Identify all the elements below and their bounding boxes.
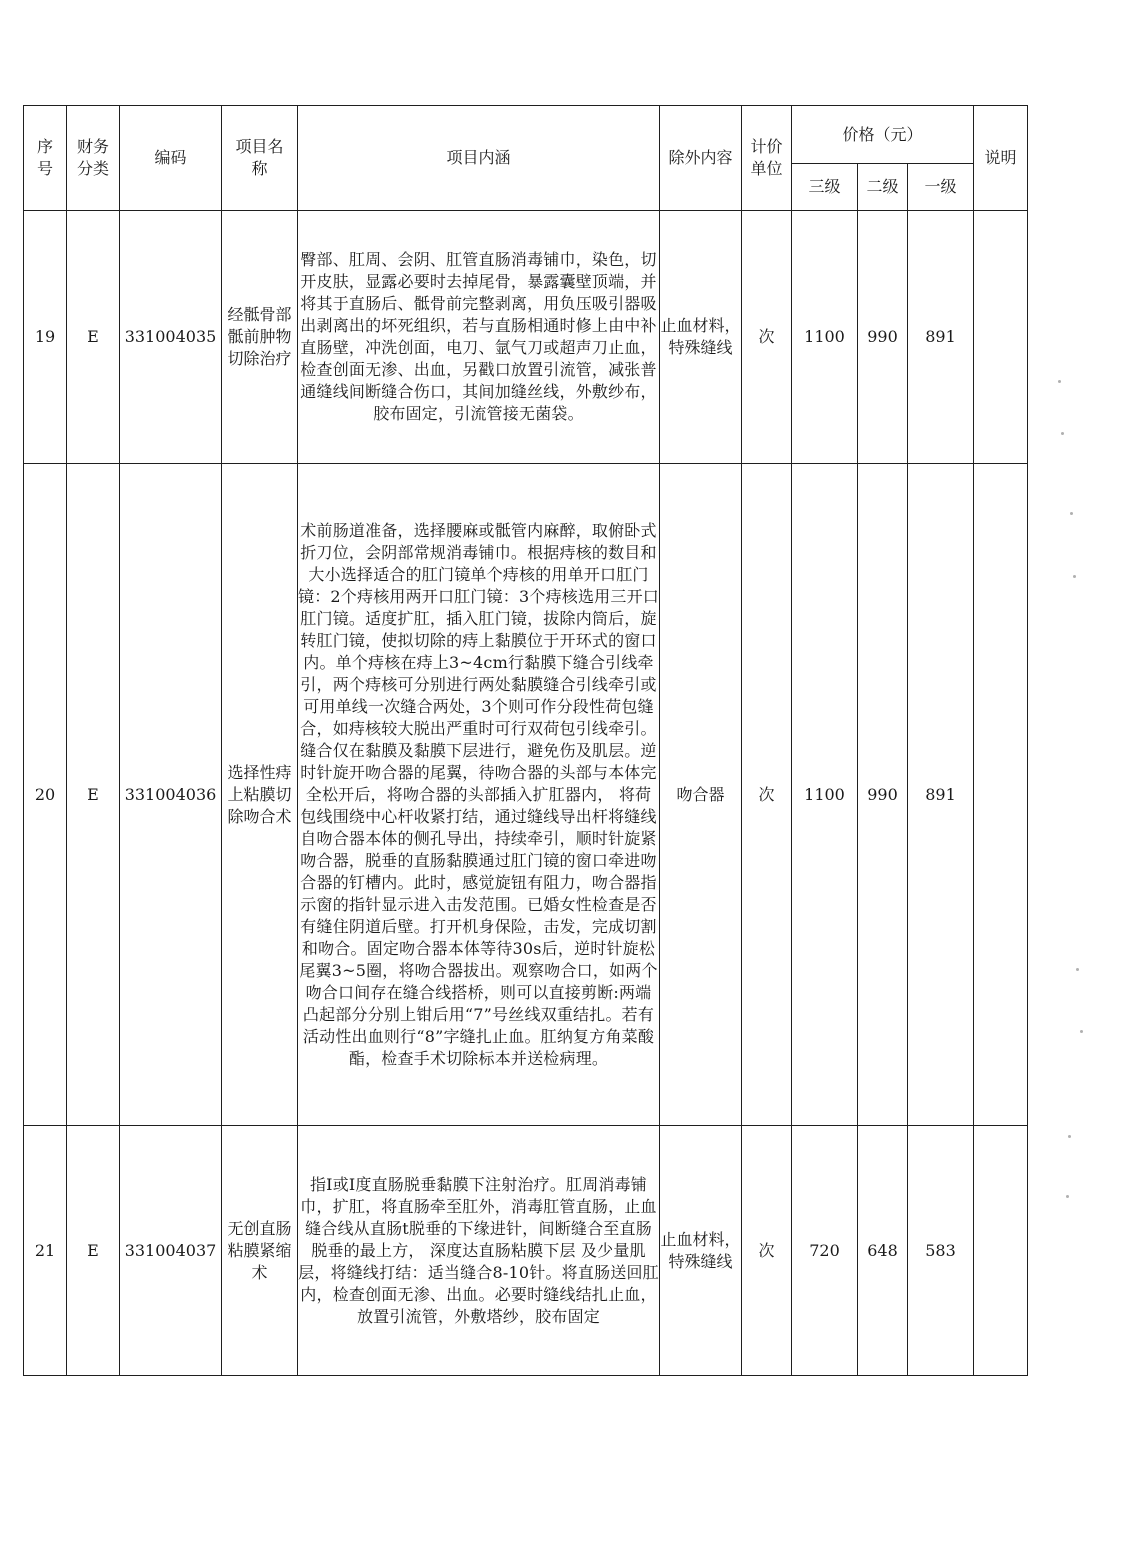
- row-note: [974, 464, 1028, 1126]
- row-code: 331004035: [120, 211, 222, 464]
- row-item-content: 指I或I度直肠脱垂黏膜下注射治疗。肛周消毒铺巾，扩肛，将直肠牵至肛外，消毒肛管直肠，止血缝合线从直肠t脱垂的下缘进针，间断缝合至直肠脱垂的最上方， 深度达直肠粘膜下层 及少量肌层，将缝线打结：适当缝合8-10针。将直肠送回肛内，检查创面无渗、出血。必要时缝线结扎止血，放置引流管，外敷塔纱，胶布固定: [298, 1126, 660, 1376]
- header-item-content: 项目内涵: [298, 106, 660, 211]
- row-finance-category: E: [67, 464, 120, 1126]
- header-pricing-unit: 计价单位: [742, 106, 792, 211]
- row-pricing-unit: 次: [742, 211, 792, 464]
- scan-speck: [1076, 968, 1079, 971]
- row-item-content: 臀部、肛周、会阴、肛管直肠消毒铺巾，染色，切开皮肤，显露必要时去掉尾骨，暴露囊壁顶端，并将其于直肠后、骶骨前完整剥离，用负压吸引器吸出剥离出的坏死组织，若与直肠相通时修上由中补直肠壁，冲洗创面，电刀、氩气刀或超声刀止血，检查创面无渗、出血，另戳口放置引流管，减张普通缝线间断缝合伤口，其间加缝丝线，外敷纱布，胶布固定，引流管接无菌袋。: [298, 211, 660, 464]
- row-seq: 20: [24, 464, 67, 1126]
- row-pricing-unit: 次: [742, 464, 792, 1126]
- row-excluded-content: 止血材料，特殊缝线: [660, 211, 742, 464]
- row-item-name: 选择性痔上粘膜切除吻合术: [222, 464, 298, 1126]
- header-price-level-1: 一级: [908, 164, 974, 211]
- row-price-level-3: 1100: [792, 464, 858, 1126]
- row-seq: 21: [24, 1126, 67, 1376]
- row-code: 331004037: [120, 1126, 222, 1376]
- row-pricing-unit: 次: [742, 1126, 792, 1376]
- row-price-level-3: 1100: [792, 211, 858, 464]
- row-note: [974, 1126, 1028, 1376]
- header-price-level-3: 三级: [792, 164, 858, 211]
- header-price-level-2: 二级: [858, 164, 908, 211]
- row-note: [974, 211, 1028, 464]
- row-price-level-1: 891: [908, 211, 974, 464]
- row-item-name: 无创直肠粘膜紧缩术: [222, 1126, 298, 1376]
- scan-speck: [1073, 575, 1076, 578]
- header-price-group: 价格（元）: [792, 106, 974, 164]
- scan-speck: [1068, 1135, 1071, 1138]
- row-price-level-2: 648: [858, 1126, 908, 1376]
- header-note: 说明: [974, 106, 1028, 211]
- row-item-content: 术前肠道准备，选择腰麻或骶管内麻醉，取俯卧式折刀位，会阴部常规消毒铺巾。根据痔核的数目和大小选择适合的肛门镜单个痔核的用单开口肛门镜：2个痔核用两开口肛门镜：3个痔核选用三开口肛门镜。适度扩肛，插入肛门镜，拔除内筒后，旋转肛门镜，使拟切除的痔上黏膜位于开环式的窗口内。单个痔核在痔上3~4cm行黏膜下缝合引线牵引，两个痔核可分别进行两处黏膜缝合引线牵引或可用单线一次缝合两处，3个则可作分段性荷包缝合，如痔核较大脱出严重时可行双荷包引线牵引。缝合仅在黏膜及黏膜下层进行，避免伤及肌层。逆时针旋开吻合器的尾翼，待吻合器的头部与本体完全松开后，将吻合器的头部插入扩肛器内， 将荷包线围绕中心杆收紧打结，通过缝线导出杆将缝线自吻合器本体的侧孔导出，持续牵引，顺时针旋紧吻合器，脱垂的直肠黏膜通过肛门镜的窗口牵进吻合器的钉槽内。此时，感觉旋钮有阻力，吻合器指示窗的指针显示进入击发范围。已婚女性检查是否有缝住阴道后壁。打开机身保险，击发，完成切割和吻合。固定吻合器本体等待30s后，逆时针旋松尾翼3~5圈，将吻合器拔出。观察吻合口，如两个吻合口间存在缝合线搭桥，则可以直接剪断:两端凸起部分分别上钳后用“7”号丝线双重结扎。若有活动性出血则行“8”字缝扎止血。肛纳复方角菜酸酯，检查手术切除标本并送检病理。: [298, 464, 660, 1126]
- row-price-level-3: 720: [792, 1126, 858, 1376]
- header-code: 编码: [120, 106, 222, 211]
- header-row-top: [24, 106, 1028, 164]
- price-table-sheet: [23, 105, 1027, 1376]
- row-price-level-2: 990: [858, 211, 908, 464]
- table-row: [24, 211, 1028, 464]
- header-item-name: 项目名称: [222, 106, 298, 211]
- scan-speck: [1066, 1195, 1069, 1198]
- row-seq: 19: [24, 211, 67, 464]
- row-price-level-1: 891: [908, 464, 974, 1126]
- scan-speck: [1080, 1030, 1083, 1033]
- row-finance-category: E: [67, 1126, 120, 1376]
- row-excluded-content: 吻合器: [660, 464, 742, 1126]
- scan-speck: [1058, 380, 1061, 383]
- row-price-level-2: 990: [858, 464, 908, 1126]
- header-finance-category: 财务分类: [67, 106, 120, 211]
- table-row: [24, 1126, 1028, 1376]
- price-table: [23, 105, 1028, 1376]
- row-finance-category: E: [67, 211, 120, 464]
- row-code: 331004036: [120, 464, 222, 1126]
- table-row: [24, 464, 1028, 1126]
- header-excluded-content: 除外内容: [660, 106, 742, 211]
- scan-speck: [1070, 512, 1073, 515]
- header-seq: 序号: [24, 106, 67, 211]
- row-excluded-content: 止血材料，特殊缝线: [660, 1126, 742, 1376]
- row-item-name: 经骶骨部骶前肿物切除治疗: [222, 211, 298, 464]
- row-price-level-1: 583: [908, 1126, 974, 1376]
- scan-speck: [1061, 432, 1064, 435]
